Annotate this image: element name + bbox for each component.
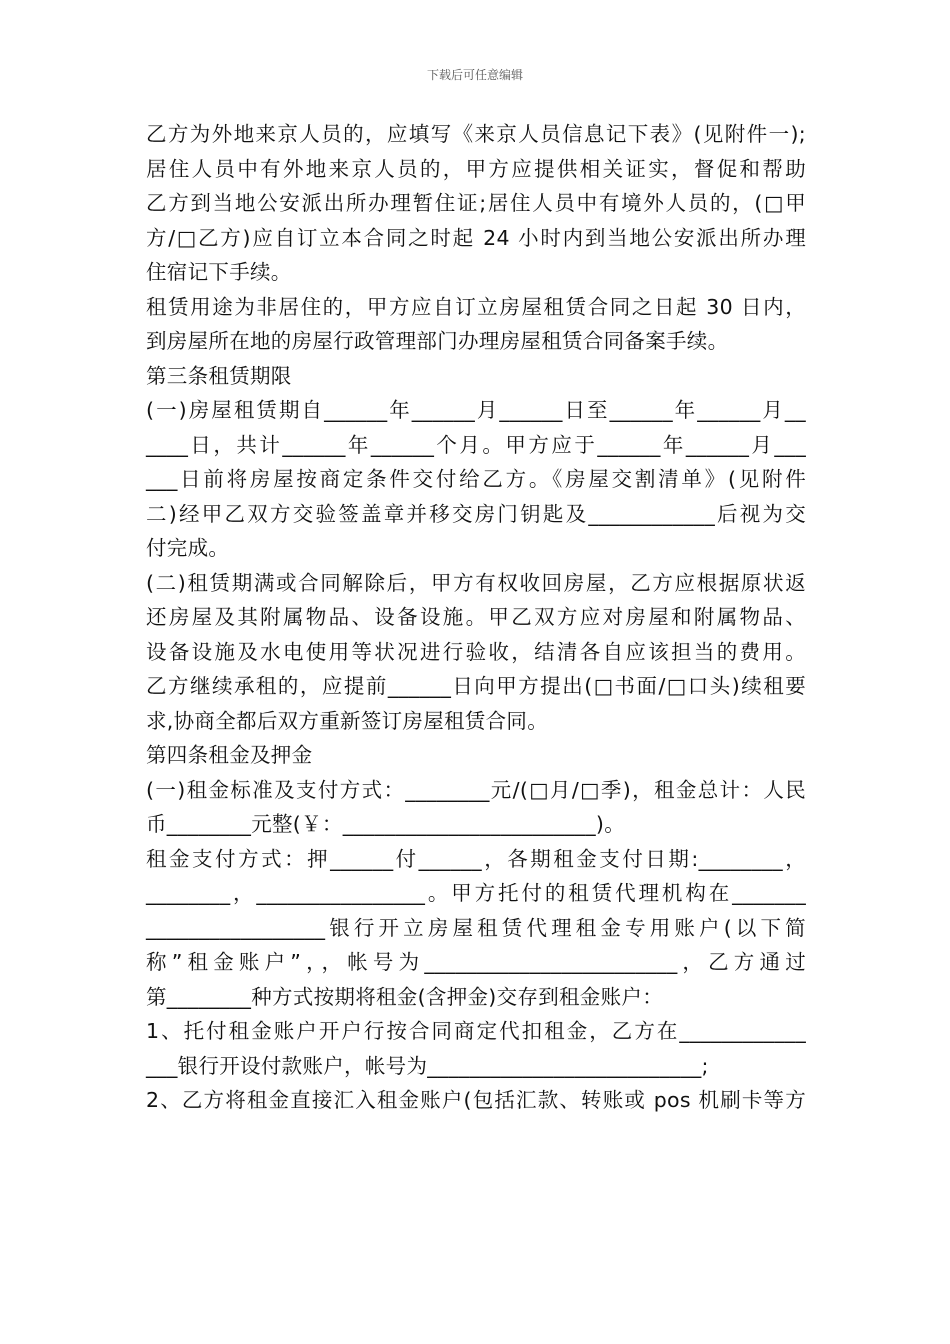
text-line: (一)房屋租赁期自______年______月______日至______年______月__ xyxy=(146,398,806,422)
contract-body xyxy=(146,117,806,1118)
text-line: 币________元整(￥：________________________)。 xyxy=(146,812,625,836)
text-line: ____日，共计______年______个月。甲方应于______年______月___ xyxy=(146,432,806,457)
text-line: 二)经甲乙双方交验签盖章并移交房门钥匙及____________后视为交 xyxy=(146,501,806,526)
text-line: 还房屋及其附属物品、设备设施。甲乙双方应对房屋和附属物品、 xyxy=(146,605,806,629)
text-line: ___银行开设付款账户，帐号为__________________________; xyxy=(146,1053,709,1078)
text-line: 乙方到当地公安派出所办理暂住证;居住人员中有境外人员的，(□甲 xyxy=(146,191,806,215)
text-line: ________，________________。甲方托付的租赁代理机构在_______ xyxy=(146,881,806,905)
text-line: 乙方为外地来京人员的，应填写《来京人员信息记下表》(见附件一); xyxy=(146,122,806,146)
text-line: 第________种方式按期将租金(含押金)交存到租金账户： xyxy=(146,984,663,1009)
text-line: 2、乙方将租金直接汇入租金账户(包括汇款、转账或 pos 机刷卡等方 xyxy=(146,1088,806,1112)
text-line: 付完成。 xyxy=(146,536,230,560)
text-line: 居住人员中有外地来京人员的，甲方应提供相关证实，督促和帮助 xyxy=(146,156,806,181)
text-line: ___日前将房屋按商定条件交付给乙方。《房屋交割清单》(见附件 xyxy=(146,467,806,491)
section-heading: 第三条租赁期限 xyxy=(146,363,292,388)
text-line: 租金支付方式：押______付______，各期租金支付日期:________， xyxy=(146,846,806,871)
section-heading: 第四条租金及押金 xyxy=(146,743,313,767)
page-header-note: 下载后可任意编辑 xyxy=(426,68,523,82)
text-line: 设备设施及水电使用等状况进行验收，结清各自应该担当的费用。 xyxy=(146,639,806,664)
text-line: 住宿记下手续。 xyxy=(146,260,292,284)
text-line: (二)租赁期满或合同解除后，甲方有权收回房屋，乙方应根据原状返 xyxy=(146,570,806,595)
text-line: (一)租金标准及支付方式：________元/(□月/□季)，租金总计：人民 xyxy=(146,777,806,802)
text-line: 到房屋所在地的房屋行政管理部门办理房屋租赁合同备案手续。 xyxy=(146,329,729,353)
text-line: 乙方继续承租的，应提前______日向甲方提出(□书面/□口头)续租要 xyxy=(146,674,806,698)
text-line: 租赁用途为非居住的，甲方应自订立房屋租赁合同之日起 30 日内， xyxy=(146,294,806,319)
text-line: 1、托付租金账户开户行按合同商定代扣租金，乙方在____________ xyxy=(146,1019,806,1043)
text-line: _________________银行开立房屋租赁代理租金专用账户(以下简 xyxy=(146,915,806,940)
text-line: 方/□乙方)应自订立本合同之时起 24 小时内到当地公安派出所办理 xyxy=(146,225,806,250)
text-line: 求,协商全都后双方重新签订房屋租赁合同。 xyxy=(146,708,549,733)
text-line: 称”租金账户”，，帐号为________________________，乙方通过 xyxy=(146,950,806,974)
